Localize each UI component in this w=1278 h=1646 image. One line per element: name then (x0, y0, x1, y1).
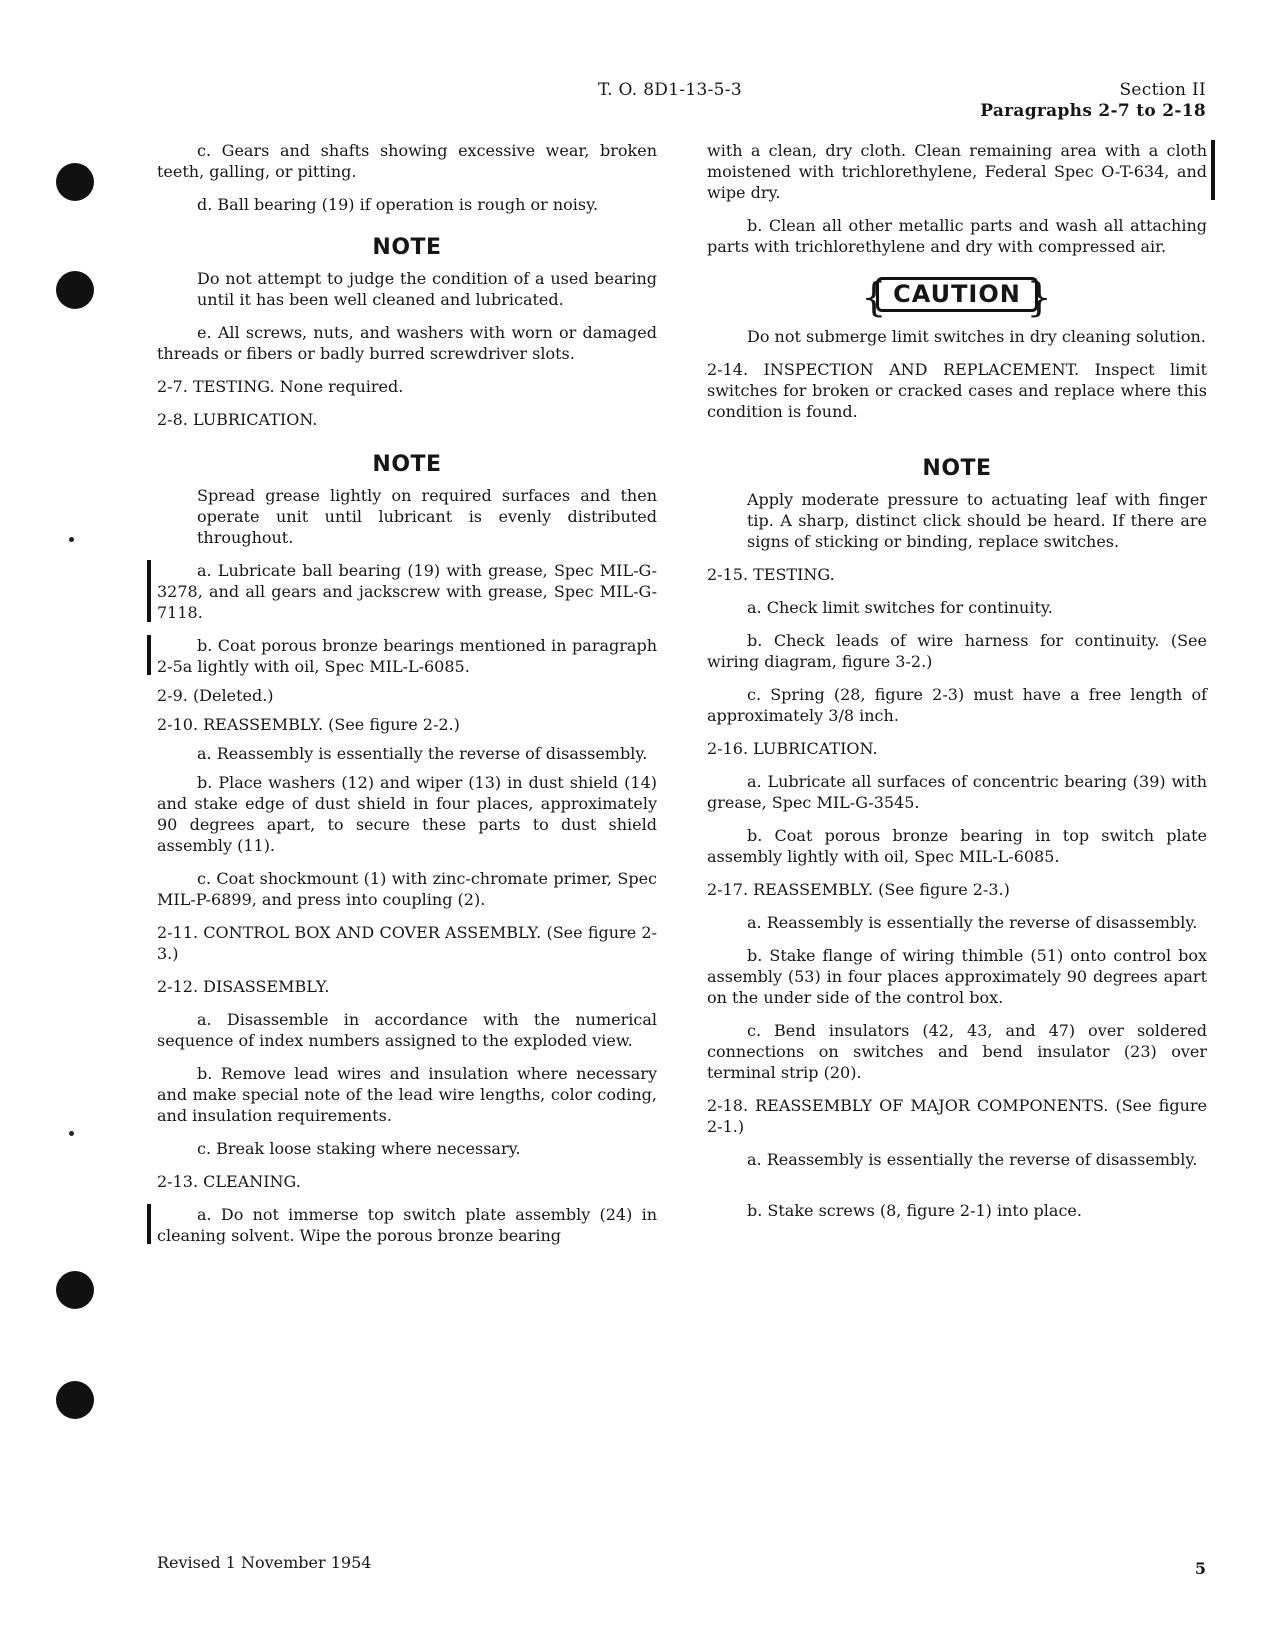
revision-bar (147, 635, 151, 675)
binder-hole-bottom (56, 1381, 94, 1419)
paragraph: c. Spring (28, figure 2-3) must have a free length of approximately 3/8 inch. (707, 685, 1207, 725)
margin-dot (69, 1131, 74, 1136)
page-number: 5 (1194, 1559, 1206, 1578)
paragraph: a. Lubricate all surfaces of concentric bearing (39) with grease, Spec MIL-G-3545. (707, 772, 1207, 812)
paragraph: a. Reassembly is essentially the reverse of disassembly. (197, 744, 648, 763)
paragraph: b. Coat porous bronze bearings mentioned in paragraph 2-5a lightly with oil, Spec MIL-L-6085. (157, 635, 657, 677)
paragraph: c. Bend insulators (42, 43, and 47) over soldered connections on switches and bend insulator (23) over terminal strip (20). (707, 1021, 1207, 1082)
binder-hole-lower (56, 1271, 94, 1309)
note-heading: NOTE (372, 452, 442, 477)
section-heading: 2-16. LUBRICATION. (707, 739, 878, 758)
paragraph: d. Ball bearing (19) if operation is rough or noisy. (197, 195, 599, 214)
left-column (157, 140, 657, 1258)
paragraph: b. Place washers (12) and wiper (13) in dust shield (14) and stake edge of dust shield in four places, approximately 90 degrees apart, to secure these parts to dust shield assembly (11). (157, 773, 657, 855)
section-heading: 2-7. TESTING. None required. (157, 377, 404, 396)
note-text: Apply moderate pressure to actuating leaf with finger tip. A sharp, distinct click should be heard. If there are signs of sticking or binding, replace switches. (747, 490, 1207, 551)
section-heading: 2-11. CONTROL BOX AND COVER ASSEMBLY. (See figure 2-3.) (157, 923, 657, 963)
note-text: Spread grease lightly on required surfaces and then operate unit until lubricant is evenly distributed throughout. (197, 486, 657, 547)
paragraph: c. Coat shockmount (1) with zinc-chromate primer, Spec MIL-P-6899, and press into coupling (2). (157, 869, 657, 909)
revision-date: Revised 1 November 1954 (157, 1553, 372, 1572)
to-number: T. O. 8D1-13-5-3 (598, 80, 742, 100)
paragraph: b. Stake screws (8, figure 2-1) into place. (747, 1201, 1082, 1220)
section-heading: 2-10. REASSEMBLY. (See figure 2-2.) (157, 715, 460, 734)
paragraph: b. Remove lead wires and insulation where necessary and make special note of the lead wire lengths, color coding, and insulation requirements. (157, 1064, 657, 1125)
paragraph: b. Stake flange of wiring thimble (51) onto control box assembly (53) in four places approximately 90 degrees apart on the under side of the control box. (707, 946, 1207, 1007)
binder-hole-top (56, 163, 94, 201)
revision-bar (147, 1204, 151, 1244)
note-heading: NOTE (922, 456, 992, 481)
binder-hole-upper (56, 271, 94, 309)
section-label: Section II (1119, 80, 1206, 100)
section-heading: 2-8. LUBRICATION. (157, 410, 318, 429)
revision-bar (147, 560, 151, 622)
paragraph: b. Check leads of wire harness for continuity. (See wiring diagram, figure 3-2.) (707, 631, 1207, 671)
paragraph: e. All screws, nuts, and washers with worn or damaged threads or fibers or badly burred screwdriver slots. (157, 323, 657, 363)
section-heading: 2-13. CLEANING. (157, 1172, 301, 1191)
paragraph: c. Break loose staking where necessary. (197, 1139, 521, 1158)
paragraph: a. Check limit switches for continuity. (747, 598, 1053, 617)
paragraph: a. Disassemble in accordance with the numerical sequence of index numbers assigned to the exploded view. (157, 1010, 657, 1050)
paragraph: b. Clean all other metallic parts and wash all attaching parts with trichlorethylene and dry with compressed air. (707, 216, 1207, 256)
note-heading: NOTE (372, 235, 442, 260)
section-heading: 2-17. REASSEMBLY. (See figure 2-3.) (707, 880, 1010, 899)
paragraphs-range: Paragraphs 2-7 to 2-18 (980, 101, 1206, 121)
paragraph: c. Gears and shafts showing excessive wear, broken teeth, galling, or pitting. (157, 141, 657, 181)
section-heading: 2-12. DISASSEMBLY. (157, 977, 330, 996)
caution-text: Do not submerge limit switches in dry cleaning solution. (747, 327, 1206, 346)
paragraph: with a clean, dry cloth. Clean remaining area with a cloth moistened with trichlorethylene, Federal Spec O-T-634, and wipe dry. (707, 140, 1207, 203)
margin-dot (69, 537, 74, 542)
section-heading: 2-15. TESTING. (707, 565, 835, 584)
paragraph: a. Reassembly is essentially the reverse of disassembly. (747, 913, 1198, 932)
paragraph: a. Do not immerse top switch plate assembly (24) in cleaning solvent. Wipe the porous bronze bearing (157, 1204, 657, 1246)
section-heading: 2-9. (Deleted.) (157, 686, 274, 705)
paragraph: b. Coat porous bronze bearing in top switch plate assembly lightly with oil, Spec MIL-L-6085. (707, 826, 1207, 866)
right-column (707, 140, 1207, 1233)
caution-box (707, 277, 1207, 312)
revision-bar (1211, 140, 1215, 200)
section-heading: 2-14. INSPECTION AND REPLACEMENT. Inspect limit switches for broken or cracked cases and replace where this condition is found. (707, 360, 1207, 421)
section-heading: 2-18. REASSEMBLY OF MAJOR COMPONENTS. (See figure 2-1.) (707, 1096, 1207, 1136)
paragraph: a. Lubricate ball bearing (19) with grease, Spec MIL-G-3278, and all gears and jackscrew with grease, Spec MIL-G-7118. (157, 560, 657, 623)
note-text: Do not attempt to judge the condition of a used bearing until it has been well cleaned and lubricated. (197, 269, 657, 309)
paragraph: a. Reassembly is essentially the reverse of disassembly. (747, 1150, 1198, 1169)
caution-label: { CAUTION } (876, 277, 1038, 312)
